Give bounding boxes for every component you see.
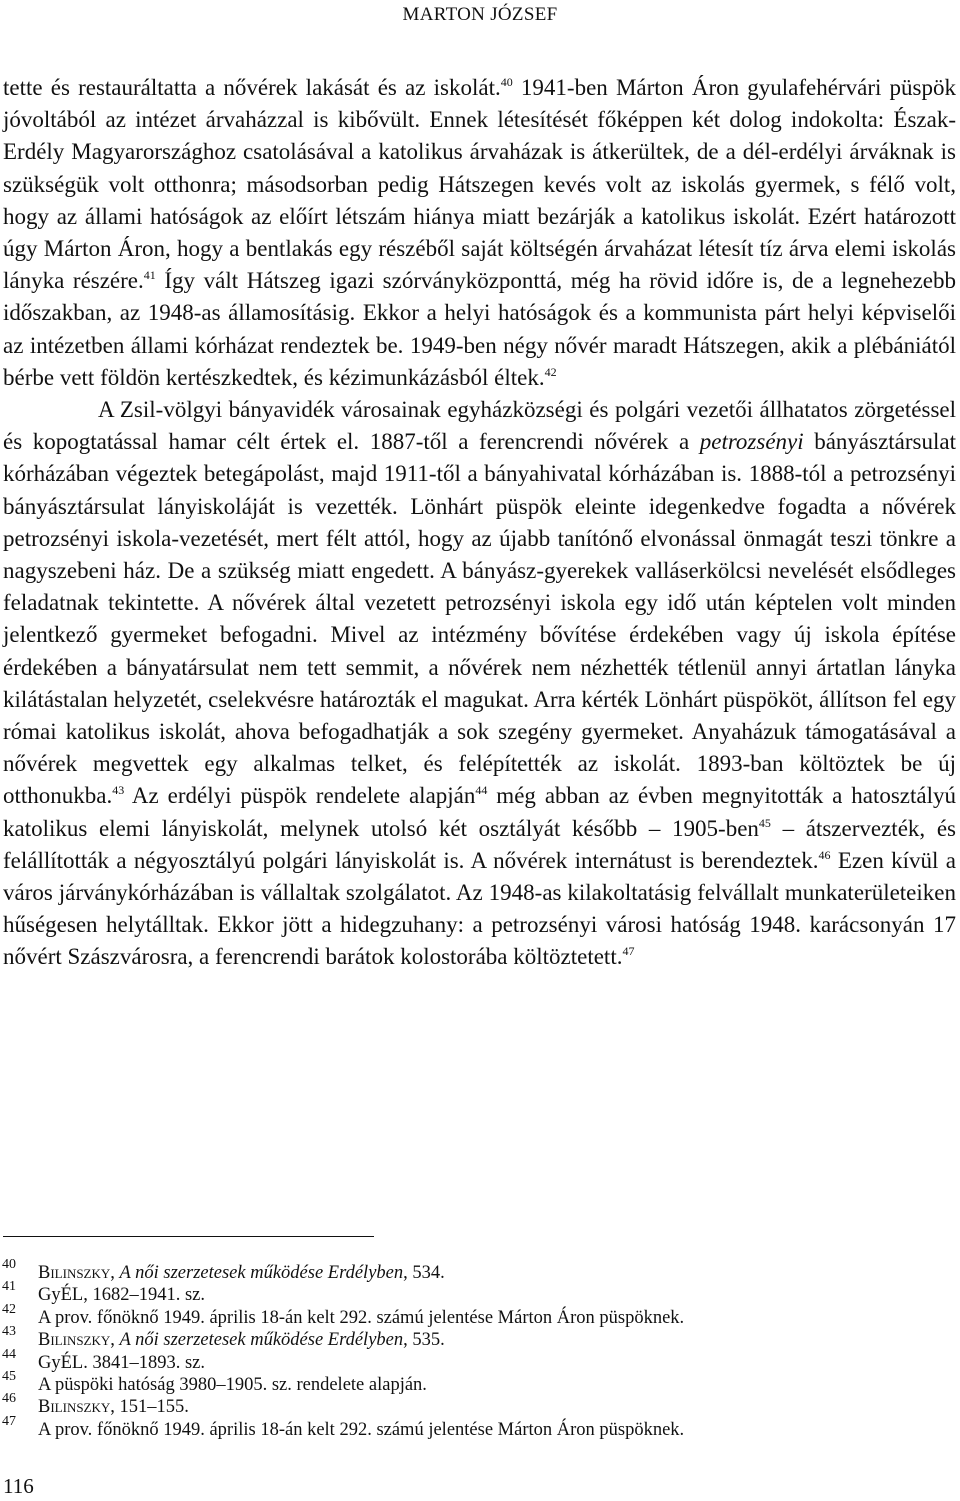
footnote-number: 42 <box>2 1301 16 1317</box>
footnote-text: GyÉL, 1682–1941. sz. <box>38 1285 205 1306</box>
text-run: tette és restauráltatta a nővérek lakását és az iskolát. <box>3 75 501 100</box>
italic-term: petrozsényi <box>699 429 804 455</box>
text-run: Ezen kívül a város járványkórházában is vállaltak szolgálatot. Az 1948-as kilakoltatásig felvállalt munkaterületeiken hűségesen helytálltak. Ekkor jött a hidegzuhany: a petrozsényi városi hatóság 1948. karácsonyán 17 nővért Szászvárosra, a ferencrendi barátok kolostorába költöztetett. <box>3 847 956 970</box>
footnote-text: A püspöki hatóság 3980–1905. sz. rendelete alapján. <box>38 1375 427 1396</box>
footnote-number: 46 <box>2 1391 16 1407</box>
footnote-ref: 47 <box>622 944 635 959</box>
page-number: 116 <box>3 1474 34 1498</box>
footnote-text: , 535. <box>403 1330 445 1351</box>
footnote <box>0 1279 940 1306</box>
footnote-ref: 41 <box>143 268 156 283</box>
footnote-text: , 151–155. <box>110 1397 189 1418</box>
text-run: bányásztársulat kórházában végeztek betegápolást, majd 1911-től a bányahivatal kórházában is. 1888-tól a petrozsényi bányásztársulat lányiskoláját is vezették. Lönhárt püspök eleinte idegenkedve fogadta a nővérek petrozsényi iskola-vezetését, mert félt attól, hogy az újabb tanítónő elvonással önmagát teszi tönkre a nagyszebeni ház. De a szükség miatt engedett. A bányász-gyerekek valláserkölcsi nevelését elsődleges feladatnak tekintette. A nővérek által vezetett petrozsényi iskola egy idő után képtelen volt minden jelentkező gyermeket befogadni. Mivel az intézmény bővítése érdekében vagy új iskola építése érdekében a bányatársulat nem tett semmit, a nővérek nem nézhették tétlenül annyi ártatlan lányka kilátástalan helyzetét, cselekvésre határozták el magukat. Arra kérték Lönhárt püspököt, állítson fel egy római katolikus iskolát, ahova befogadhatják a sok szegény gyermeket. Anyaházuk támogatásával a nővérek megvettek egy alkalmas telket, és felépítették az iskolát. 1893-ban költöztek be új otthonukba. <box>3 429 956 809</box>
running-header: MARTON JÓZSEF <box>402 4 558 25</box>
footnote-text: GyÉL. 3841–1893. sz. <box>38 1352 205 1373</box>
text-run: A Zsil-völgyi bányavidék városainak egyházközségi és polgári vezetői állhatatos zörgetéssel és kopogtatással hamar célt értek el. 1887-től a ferencrendi nővérek a <box>3 397 956 455</box>
footnote-ref: 43 <box>112 783 125 798</box>
footnote <box>0 1369 940 1396</box>
paragraph <box>3 394 956 974</box>
footnote-ref: 42 <box>544 364 557 379</box>
body-text <box>3 72 956 974</box>
text-run: még abban az évben megnyitották a hatosztályú katolikus elemi lányiskolát, melynek utolsó két osztályát később – 1905-ben <box>3 783 956 841</box>
footnote-number: 40 <box>2 1257 16 1272</box>
text-run: Így vált Hátszeg igazi szórványközponttá, még ha rövid időre is, de a legnehezebb időszakban, az 1948-as államosításig. Ekkor a helyi hatóságok és a kommunista párt helyi képviselői az intézetben állami kórházat rendeztek be. 1949-ben négy nővér maradt Hátszegen, akik a plébániától bérbe vett földön kertészkedtek, és kézimunkázásból éltek. <box>3 268 956 390</box>
author-name: Bilinszky <box>38 1263 111 1283</box>
author-name: Bilinszky <box>38 1330 111 1351</box>
paragraph <box>3 72 956 394</box>
footnote-number: 47 <box>2 1413 16 1429</box>
footnote <box>0 1346 940 1374</box>
footnote <box>0 1391 940 1418</box>
footnote-ref: 40 <box>500 75 513 89</box>
footnote-number: 45 <box>2 1369 16 1385</box>
footnote-text: , <box>110 1263 120 1283</box>
footnote <box>0 1413 940 1441</box>
footnote-number: 44 <box>2 1346 16 1362</box>
text-run: Az erdélyi püspök rendelete alapján <box>124 783 476 809</box>
footnote-text: A prov. főnöknő 1949. április 18-án kelt 292. számú jelentése Márton Áron püspöknek. <box>38 1307 685 1328</box>
footnote-text: A prov. főnöknő 1949. április 18-án kelt 292. számú jelentése Márton Áron püspöknek. <box>38 1419 685 1440</box>
footnote-ref: 44 <box>475 783 488 798</box>
footnote-ref: 46 <box>818 847 831 862</box>
footnote-separator <box>3 1236 374 1237</box>
text-run: – átszervezték, és felállították a négyosztályú polgári lányiskolát is. A nővérek internátust is berendeztek. <box>3 815 956 873</box>
text-run: 1941-ben Márton Áron gyulafehérvári püspök jóvoltából az intézet árvaházzal is kibővült. Ennek létesítését főképpen két dolog indokolta: Észak-Erdély Magyarországhoz csatolásával a katolikus árvaházak is átkerültek, de a dél-erdélyi árváknak is szükségük volt otthonra; másodsorban pedig Hátszegen kevés volt az iskolás gyermek, s félő volt, hogy az állami hatóságok az előírt létszám hiánya miatt bezárják a katolikus iskolát. Ezért határozott úgy Márton Áron, hogy a bentlakás egy részéből saját költségén árvaházat létesít tíz árva elemi iskolás lányka részére. <box>3 75 957 294</box>
footnote-text: , <box>110 1330 120 1351</box>
footnote-number: 41 <box>2 1279 16 1295</box>
book-title: A női szerzetesek működése Erdélyben <box>119 1263 404 1283</box>
footnote-number: 43 <box>2 1324 16 1340</box>
footnote <box>0 1257 940 1284</box>
footnotes <box>0 1257 940 1441</box>
book-title: A női szerzetesek működése Erdélyben <box>119 1330 404 1351</box>
footnote-text: , 534. <box>403 1263 445 1283</box>
footnote <box>0 1301 940 1329</box>
author-name: Bilinszky <box>38 1397 111 1418</box>
footnote <box>0 1324 940 1351</box>
footnote-ref: 45 <box>758 815 771 830</box>
